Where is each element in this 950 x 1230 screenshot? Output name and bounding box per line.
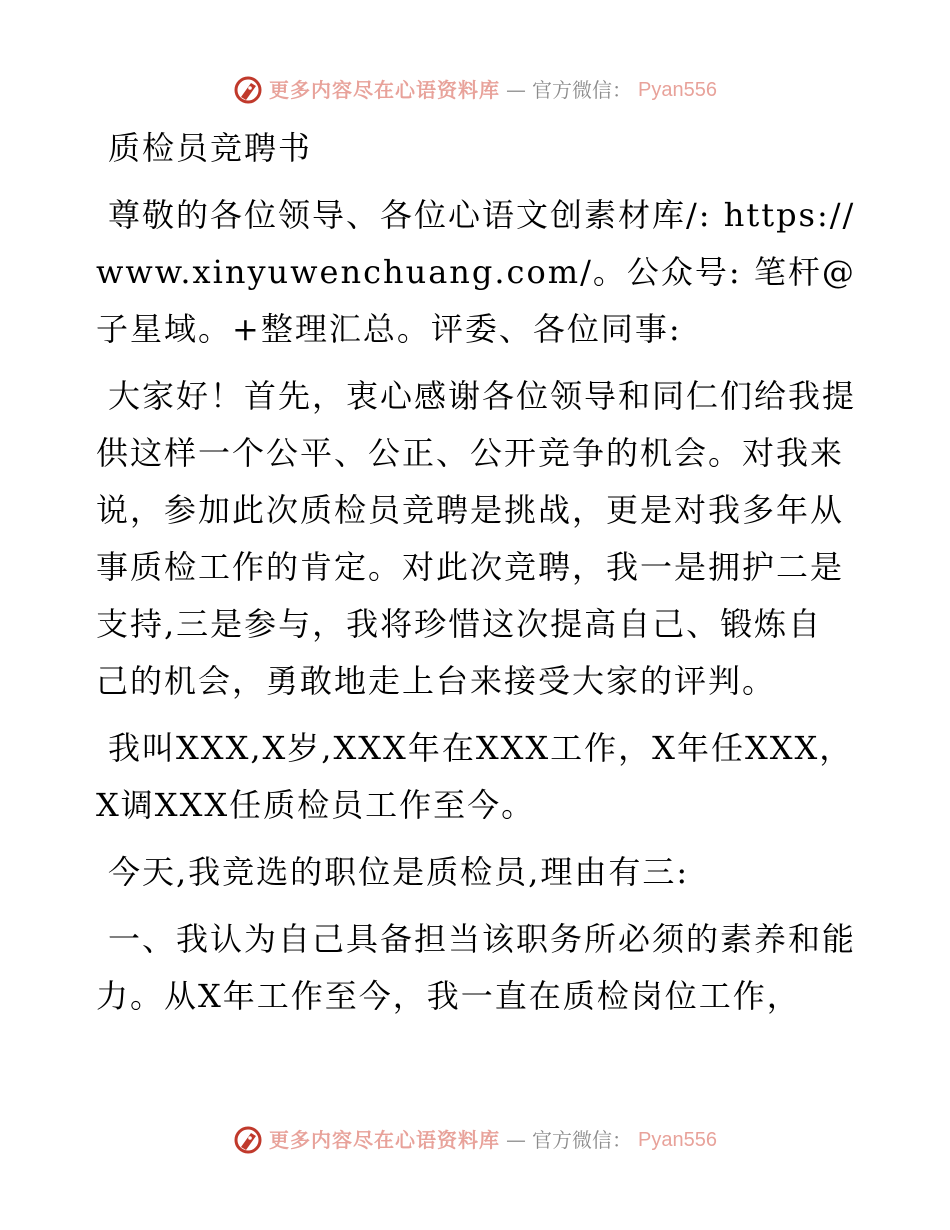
paragraph-reasons-intro: 今天,我竞选的职位是质检员,理由有三: — [108, 853, 690, 891]
paragraph-self-introduction: 我叫XXX,X岁,XXX年在XXX工作，X年任XXX，X调XXX任质检员工作至今。 — [96, 729, 854, 824]
watermark-main-text: 更多内容尽在心语资料库 — [269, 78, 501, 102]
pen-nib-circle-icon — [233, 1125, 263, 1155]
watermark-main-text: 更多内容尽在心语资料库 — [269, 1128, 501, 1152]
paragraph-reason-one: 一、我认为自己具备担当该职务所必须的素养和能力。从X年工作至今，我一直在质检岗位工作， — [96, 920, 857, 1015]
watermark-wechat-label: 官方微信： — [532, 78, 633, 102]
watermark-banner — [233, 75, 717, 105]
watermark-wechat-label: 官方微信： — [532, 1128, 633, 1152]
paragraph-salutation: 尊敬的各位领导、各位心语文创素材库/: https://www.xinyuwenchuang.com/。公众号: 笔杆@子星域。+整理汇总。评委、各位同事: — [96, 196, 856, 348]
document-body — [96, 120, 856, 1035]
paragraph-greeting: 大家好！首先，衷心感谢各位领导和同仁们给我提供这样一个公平、公正、公开竞争的机会。对我来说，参加此次质检员竞聘是挑战，更是对我多年从事质检工作的肯定。对此次竞聘，我一是拥护二是支持,三是参与，我将珍惜这次提高自己、锻炼自己的机会，勇敢地走上台来接受大家的评判。 — [96, 377, 857, 700]
watermark-wechat-id: Pyan556 — [638, 79, 717, 101]
document-title: 质检员竞聘书 — [108, 129, 313, 167]
pen-nib-circle-icon — [233, 75, 263, 105]
watermark-wechat-id: Pyan556 — [638, 1129, 717, 1151]
watermark-dash: — — [506, 78, 527, 102]
watermark-header — [0, 70, 950, 110]
watermark-banner — [233, 1125, 717, 1155]
watermark-dash: — — [506, 1128, 527, 1152]
watermark-footer — [0, 1120, 950, 1160]
